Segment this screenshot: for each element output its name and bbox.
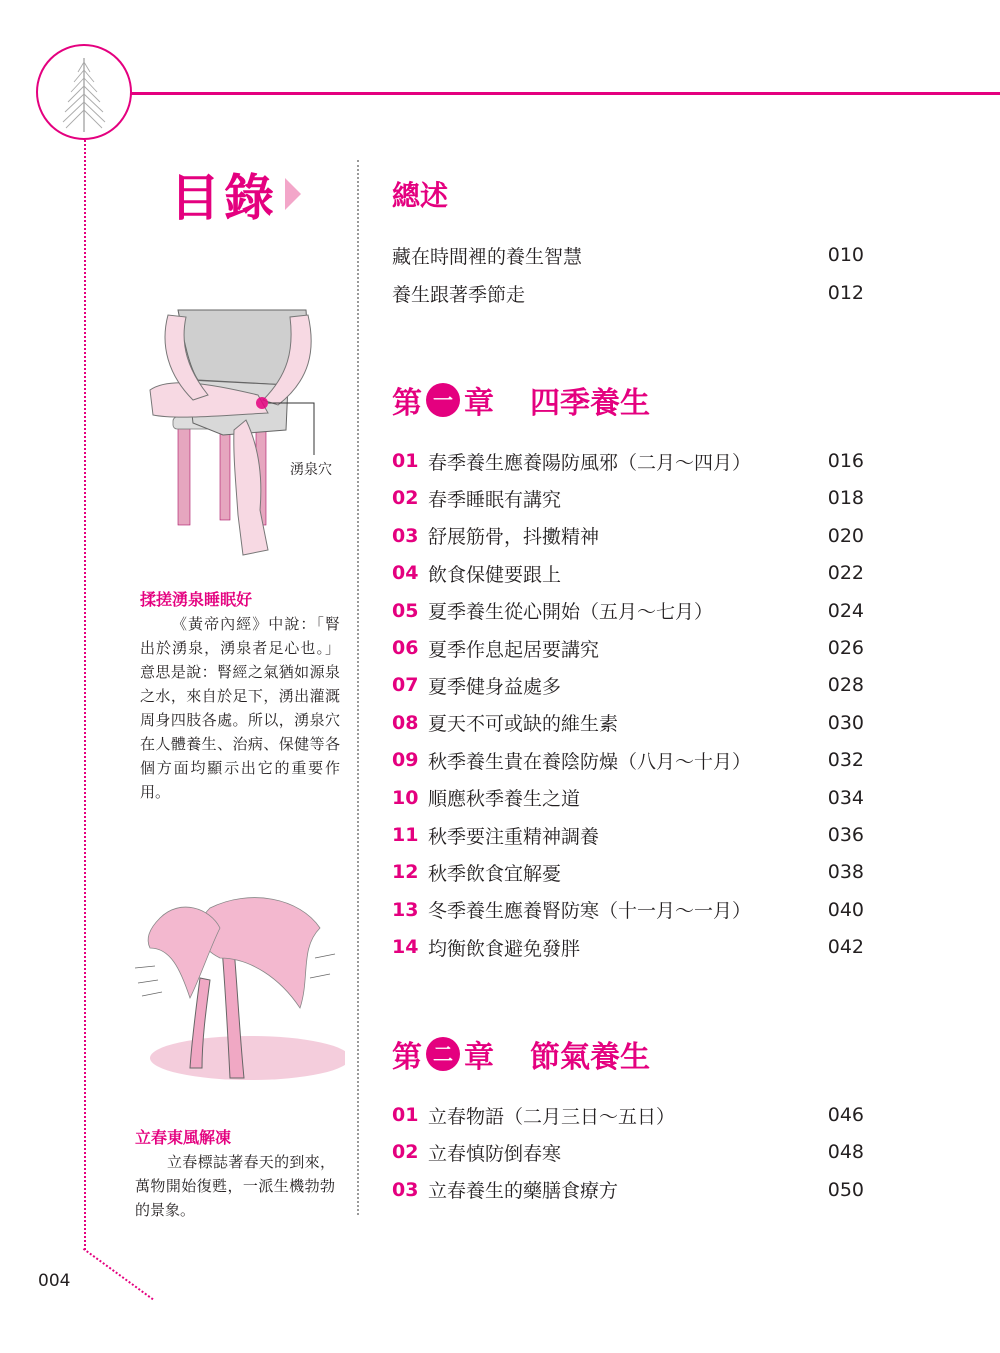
toc-entry-page: 020 <box>827 524 864 547</box>
chapter-heading <box>392 1032 650 1076</box>
toc-entry-number: 09 <box>392 749 419 772</box>
toc-entry-number: 10 <box>392 786 419 809</box>
toc-entry-number: 07 <box>392 674 419 697</box>
chapter-number-badge: 二 <box>426 1037 460 1071</box>
caption-body: 立春標誌著春天的到來，萬物開始復甦，一派生機勃勃的景象。 <box>135 1153 335 1219</box>
toc-entry-title: 秋季養生貴在養陰防燥（八月～十月） <box>428 750 752 773</box>
toc-entry-number: 06 <box>392 637 419 659</box>
toc-entry-title: 冬季養生應養腎防寒（十一月～一月） <box>428 900 752 923</box>
toc-entry[interactable] <box>392 857 864 887</box>
toc-entry-title: 藏在時間裡的養生智慧 <box>392 245 583 268</box>
toc-entry-page: 018 <box>827 487 864 510</box>
toc-entry-page: 046 <box>827 1104 864 1126</box>
page-number: 004 <box>38 1271 71 1291</box>
pine-tree-icon <box>38 46 130 138</box>
acupoint-label: 湧泉穴 <box>290 462 332 478</box>
toc-entry[interactable] <box>392 633 864 663</box>
toc-entry-title: 飲食保健要跟上 <box>428 563 562 586</box>
left-dotted-rule <box>84 140 86 1250</box>
toc-entry-title: 立春養生的藥膳食療方 <box>428 1180 619 1203</box>
toc-entry[interactable] <box>392 240 864 270</box>
toc-entry-number: 14 <box>392 936 419 959</box>
toc-entry-page: 026 <box>827 637 864 659</box>
triangle-arrow-icon <box>285 178 301 210</box>
chapter-name: 四季養生 <box>530 386 650 421</box>
toc-entry-title: 立春物語（二月三日～五日） <box>428 1105 676 1128</box>
toc-entry-title: 夏季健身益處多 <box>428 675 562 698</box>
toc-entry-page: 030 <box>827 711 864 734</box>
toc-entry-page: 012 <box>827 282 864 304</box>
toc-entry-number: 04 <box>392 562 419 585</box>
toc-entry[interactable] <box>392 1100 864 1130</box>
toc-entry[interactable] <box>392 820 864 850</box>
toc-entry[interactable] <box>392 745 864 775</box>
chapter-prefix: 第 <box>392 386 422 421</box>
toc-entry-page: 034 <box>827 786 864 809</box>
toc-entry[interactable] <box>392 483 864 513</box>
toc-entry-page: 050 <box>827 1178 864 1201</box>
caption-body: 《黃帝內經》中說：「腎出於湧泉，湧泉者足心也。」意思是說：腎經之氣猶如源泉之水，來自於足下，湧出灌溉周身四肢各處。所以，湧泉穴在人體養生、治病、保健等各個方面均顯示出它的重要作用。 <box>140 615 340 801</box>
toc-entry-page: 040 <box>827 898 864 921</box>
toc-entry-title: 秋季飲食宜解憂 <box>428 862 562 885</box>
toc-entry-title: 秋季要注重精神調養 <box>428 825 600 848</box>
toc-entry-title: 春季養生應養陽防風邪（二月～四月） <box>428 451 752 474</box>
toc-entry[interactable] <box>392 932 864 962</box>
toc-entry-number: 05 <box>392 599 419 622</box>
toc-entry[interactable] <box>392 1175 864 1205</box>
toc-entry-page: 038 <box>827 861 864 884</box>
toc-entry-number: 12 <box>392 861 419 884</box>
toc-entry-title: 均衡飲食避免發胖 <box>428 937 581 960</box>
header-rule <box>128 92 1000 95</box>
toc-entry[interactable] <box>392 670 864 700</box>
toc-entry-page: 024 <box>827 599 864 622</box>
toc-entry-title: 夏季養生從心開始（五月～七月） <box>428 601 714 624</box>
chapter-heading <box>392 378 650 422</box>
toc-entry[interactable] <box>392 558 864 588</box>
toc-entry[interactable] <box>392 446 864 476</box>
toc-entry[interactable] <box>392 1137 864 1167</box>
chapter-name: 節氣養生 <box>530 1040 650 1075</box>
toc-entry-title: 養生跟著季節走 <box>392 283 526 306</box>
toc-entry-number: 03 <box>392 1178 419 1201</box>
toc-entry-number: 01 <box>392 450 419 472</box>
toc-entry-page: 022 <box>827 562 864 585</box>
toc-entry-page: 042 <box>827 936 864 959</box>
caption-title: 立春東風解凍 <box>135 1128 232 1147</box>
section-title-overview: 總述 <box>392 179 449 212</box>
toc-entry-title: 夏季作息起居要講究 <box>428 638 600 661</box>
toc-entry-page: 016 <box>827 450 864 472</box>
toc-entry[interactable] <box>392 783 864 813</box>
toc-entry-title: 立春慎防倒春寒 <box>428 1142 562 1165</box>
foot-massage-illustration <box>138 305 348 575</box>
toc-entry-title: 舒展筋骨，抖擻精神 <box>428 526 600 549</box>
toc-entry[interactable] <box>392 708 864 738</box>
chapter-prefix: 第 <box>392 1040 422 1075</box>
chapter-suffix: 章 <box>464 1040 494 1075</box>
chapter-number-badge: 一 <box>426 383 460 417</box>
caption-title: 揉搓湧泉睡眠好 <box>140 590 253 609</box>
toc-entry-number: 03 <box>392 524 419 547</box>
toc-entry-number: 01 <box>392 1104 419 1126</box>
toc-entry-page: 010 <box>827 244 864 266</box>
toc-entry-number: 08 <box>392 711 419 734</box>
toc-entry-number: 02 <box>392 1141 419 1164</box>
toc-entry-number: 02 <box>392 487 419 510</box>
toc-entry[interactable] <box>392 895 864 925</box>
corner-dotted-rule <box>83 1248 154 1300</box>
toc-entry-title: 夏天不可或缺的維生素 <box>428 713 619 736</box>
toc-entry-title: 順應秋季養生之道 <box>428 788 581 811</box>
toc-entry-page: 036 <box>827 824 864 846</box>
toc-entry[interactable] <box>392 596 864 626</box>
toc-entry[interactable] <box>392 278 864 308</box>
toc-entry-number: 11 <box>392 824 419 846</box>
column-divider <box>357 160 359 1215</box>
toc-entry-number: 13 <box>392 898 419 921</box>
toc-entry-page: 028 <box>827 674 864 697</box>
page-title: 目錄 <box>170 168 278 227</box>
willow-tree-illustration <box>130 888 345 1088</box>
toc-entry-page: 048 <box>827 1141 864 1164</box>
toc-entry-title: 春季睡眠有講究 <box>428 488 562 511</box>
chapter-suffix: 章 <box>464 386 494 421</box>
pine-tree-logo <box>36 44 132 140</box>
toc-entry-page: 032 <box>827 749 864 772</box>
toc-entry[interactable] <box>392 521 864 551</box>
